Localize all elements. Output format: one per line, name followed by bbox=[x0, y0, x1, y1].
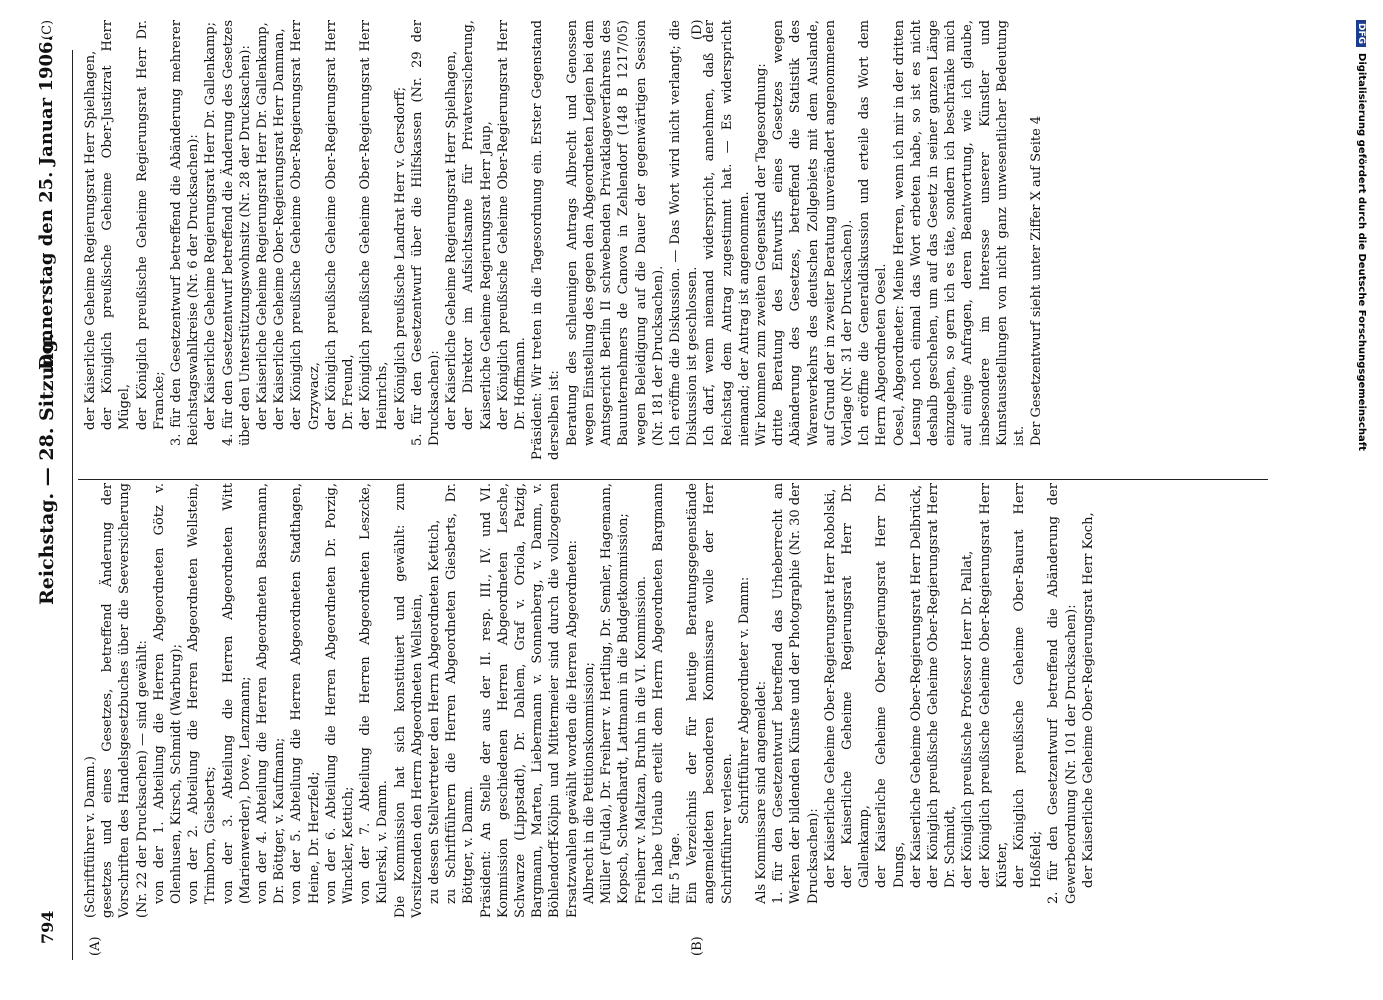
paragraph: der Kaiserliche Geheime Ober-Regierungsrat Herr Delbrück, bbox=[908, 484, 924, 888]
paragraph: Ich eröffne die Diskussion. — Das Wort wird nicht verlangt; die Diskussion ist geschlossen. bbox=[667, 20, 701, 446]
paragraph: Wir kommen zum zweiten Gegenstand der Tagesordnung: bbox=[753, 63, 769, 446]
paragraph: von der 7. Abteilung die Herren Abgeordneten Leszcke, Kulerski, v. Damm. bbox=[358, 483, 391, 904]
paragraph: Oesel, Abgeordneter: Meine Herren, wenn ich mir in der dritten Lesung noch einmal das Wort erbeten habe, so ist es nicht deshalb geschehen, um auf das Gesetz in seiner ganzen Länge einzugehen, so gern ich es täte, sondern ich beschränke mich auf einige Anfragen, deren Beantwortung, wie ich glaube, insbesondere im Interesse unserer Künstler und Kunstausstellungen von nicht ganz unwesentlicher Bedeutung ist. bbox=[891, 20, 1027, 446]
digitization-text: Digitalisierung gefördert durch die Deutsche Forschungsgemeinschaft bbox=[1356, 53, 1367, 451]
paragraph: Als Kommissare sind angemeldet: bbox=[753, 680, 769, 904]
paragraph: der Kaiserliche Geheime Regierungsrat Herr Dr. Gallenkamp, bbox=[839, 483, 873, 888]
paragraph: der Königlich preußische Geheime Ober-Regierungsrat Herr Heinrichs, bbox=[358, 20, 391, 430]
paragraph: (Schriftführer v. Damm.) bbox=[83, 756, 98, 918]
paragraph: der Königlich preußische Professor Herr Dr. Pallat, bbox=[960, 550, 976, 888]
paragraph: der Kaiserliche Geheime Ober-Regierungsrat Herr Dr. Dungs, bbox=[874, 483, 907, 888]
digitization-note bbox=[1347, 20, 1377, 1000]
paragraph: der Kaiserliche Geheime Regierungsrat Herr Spielhagen, bbox=[83, 50, 98, 430]
paragraph: der Direktor im Aufsichtsamte für Privatversicherung, Kaiserliche Geheime Regierungsrat Herr Jaup, bbox=[461, 20, 494, 430]
paragraph: Der Gesetzentwurf sieht unter Ziffer X auf Seite 4 bbox=[1029, 115, 1045, 446]
paragraph: der Kaiserliche Geheime Regierungsrat Herr Spielhagen, bbox=[444, 50, 460, 430]
left-column bbox=[82, 483, 1097, 918]
paragraph: der Königlich preußische Geheime Regierungsrat Herr Dr. Francke; bbox=[134, 20, 167, 430]
margin-marker-c: (C) bbox=[40, 19, 55, 40]
paragraph: der Königlich preußische Geheime Ober-Regierungsrat Herr Dr. Hoffmann. bbox=[495, 20, 529, 430]
paragraph: von der 1. Abteilung die Herren Abgeordneten Götz v. Olenhusen, Kirsch, Schmidt (Warburg); bbox=[151, 483, 185, 904]
paragraph: der Königlich preußische Geheime Ober-Regierungsrat Herr Dr. Schmidt, bbox=[925, 483, 959, 888]
paragraph: der Königlich preußische Geheime Ober-Regierungsrat Herr Dr. Freund, bbox=[323, 20, 357, 430]
paragraph: zu Schriftführern die Herren Abgeordneten Giesberts, Dr. Böttger, v. Damm. bbox=[444, 483, 477, 904]
paragraph: 4. für den Gesetzentwurf betreffend die Änderung des Gesetzes über den Unterstützungswohnsitz (Nr. 28 der Drucksachen): bbox=[220, 20, 253, 446]
paragraph: Freiherr v. Maltzan, Bruhn in die VI. Kommission. bbox=[633, 575, 649, 904]
paragraph: 2. für den Gesetzentwurf betreffend die Abänderung der Gewerbeordnung (Nr. 101 der Drucksachen): bbox=[1046, 483, 1079, 904]
paragraph: der Königlich preußische Landrat Herr v. Gersdorff; bbox=[392, 86, 408, 430]
dfg-logo: DFG bbox=[1356, 20, 1366, 47]
paragraph: Präsident: An Stelle der aus der II. resp. III., IV. und VI. Kommission geschiedenen Herren Abgeordneten Lesche, Schwarze (Lippstadt), Dr. Dahlem, Graf v. Oriola, Patzig, Bargmann, Marten, Liebermann v. Sonnenberg, v. Damm, v. Böhlendorff-Kölpin und Mittermeier sind durch die vollzogenen Ersatzwahlen gewählt worden die Herren Abgeordneten: bbox=[478, 483, 580, 918]
header-rule bbox=[72, 50, 73, 960]
paragraph: der Kaiserliche Geheime Regierungsrat Herr Dr. Gallenkamp, bbox=[255, 22, 271, 430]
paragraph: der Kaiserliche Geheime Ober-Regierungsrat Herr Koch, bbox=[1080, 512, 1096, 888]
page-number: 794 bbox=[38, 910, 57, 944]
paragraph: von der 6. Abteilung die Herren Abgeordneten Dr. Porzig, Winckler, Kettich; bbox=[323, 483, 357, 904]
paragraph: der Königlich preußische Geheime Ober-Justizrat Herr Mügel, bbox=[100, 20, 133, 430]
paragraph: der Kaiserliche Geheime Regierungsrat Herr Dr. Gallenkamp; bbox=[203, 22, 219, 430]
paragraph: zu dessen Stellvertreter den Herrn Abgeordneten Kettich, bbox=[427, 519, 443, 904]
paragraph: 5. für den Gesetzentwurf über die Hilfskassen (Nr. 29 der Drucksachen): bbox=[409, 20, 443, 446]
column-divider bbox=[78, 479, 1268, 480]
paragraph: Beratung des schleunigen Antrags Albrecht und Genossen wegen Einstellung des gegen den Abgeordneten Legien bei dem Amtsgericht Berlin II schwebenden Privatklageverfahrens des Bauunternehmers de Canova in Zehlendorf (148 B 1217/05) wegen Beleidigung auf die Dauer der gegenwärtigen Session (Nr. 181 der Drucksachen). bbox=[564, 20, 666, 446]
paragraph: von der 3. Abteilung die Herren Abgeordneten Witt (Marienwerder), Dove, Lenzmann; bbox=[220, 483, 253, 904]
paragraph: von der 5. Abteilung die Herren Abgeordneten Stadthagen, Heine, Dr. Herzfeld; bbox=[289, 483, 322, 904]
paragraph: gesetzes und eines Gesetzes, betreffend Änderung der Vorschriften des Handelsgesetzbuches über die Seeversicherung (Nr. 22 der Drucksachen) — sind gewählt: bbox=[100, 483, 150, 918]
margin-marker-b: (B) bbox=[690, 936, 705, 956]
paragraph: der Königlich preußische Geheime Ober-Regierungsrat Herr Küster, bbox=[977, 483, 1010, 888]
page-title: Reichstag. — 28. Sitzung. bbox=[36, 332, 58, 605]
paragraph: Ein Verzeichnis der für heutige Beratungsgegenstände angemeldeten besonderen Kommissare wolle der Herr Schriftführer verlesen. bbox=[685, 483, 735, 904]
paragraph: Müller (Fulda), Dr. Freiherr v. Hertling, Dr. Semler, Hagemann, Kopsch, Schwedhardt, Lattmann in die Budgetkommission; bbox=[599, 483, 632, 904]
paragraph: 3. für den Gesetzentwurf betreffend die Abänderung mehrerer Reichstagswahlkreise (Nr. 6 der Drucksachen): bbox=[169, 20, 202, 446]
paragraph: der Königlich preußische Geheime Ober-Regierungsrat Herr Grzywacz, bbox=[289, 20, 322, 430]
page-header bbox=[28, 20, 68, 980]
paragraph: dritte Beratung des Entwurfs eines Gesetzes wegen Abänderung des Gesetzes, betreffend die Statistik des Warenverkehrs des deutschen Zollgebiets mit dem Auslande, auf Grund der in zweiter Beratung unverändert angenommenen Vorlage (Nr. 31 der Drucksachen). bbox=[771, 20, 855, 446]
margin-marker-a: (A) bbox=[88, 936, 103, 956]
paragraph: 1. für den Gesetzentwurf betreffend das Urheberrecht an Werken der bildenden Künste und der Photographie (Nr. 30 der Drucksachen): bbox=[771, 482, 821, 904]
paragraph: Schriftführer Abgeordneter v. Damm: bbox=[736, 576, 752, 825]
paragraph: Ich habe Urlaub erteilt dem Herrn Abgeordneten Bargmann für 5 Tage. bbox=[650, 483, 683, 904]
paragraph: Albrecht in die Petitionskommission; bbox=[581, 662, 597, 904]
paragraph: der Kaiserliche Geheime Ober-Regierungsrat Herr Damman, bbox=[272, 28, 288, 430]
paragraph: Präsident: Wir treten in die Tagesordnung ein. Erster Gegenstand derselben ist: bbox=[530, 20, 563, 460]
paragraph: der Königlich preußische Geheime Ober-Baurat Herr Hoßfeld; bbox=[1011, 483, 1045, 888]
right-column bbox=[82, 20, 1045, 460]
paragraph: Die Kommission hat sich konstituiert und gewählt: zum Vorsitzenden den Herrn Abgeordneten Wellstein, bbox=[392, 483, 425, 918]
margin-marker-d: (D) bbox=[690, 19, 705, 40]
paragraph: von der 4. Abteilung die Herren Abgeordneten Bassermann, Dr. Böttger, v. Kaufmann; bbox=[255, 483, 288, 904]
paragraph: Ich darf, wenn niemand widerspricht, annehmen, daß der Reichstag dem Antrag zugestimmt hat. — Es widerspricht niemand; der Antrag ist angenommen. bbox=[702, 20, 752, 446]
session-date: Donnerstag den 25. Januar 1906. bbox=[36, 35, 57, 370]
paragraph: Ich eröffne die Generaldiskussion und erteile das Wort dem Herrn Abgeordneten Oesel. bbox=[857, 20, 890, 446]
paragraph: von der 2. Abteilung die Herren Abgeordneten Wellstein, Trimborn, Giesberts; bbox=[186, 483, 219, 904]
paragraph: der Kaiserliche Geheime Ober-Regierungsrat Herr Robolski, bbox=[822, 488, 838, 888]
